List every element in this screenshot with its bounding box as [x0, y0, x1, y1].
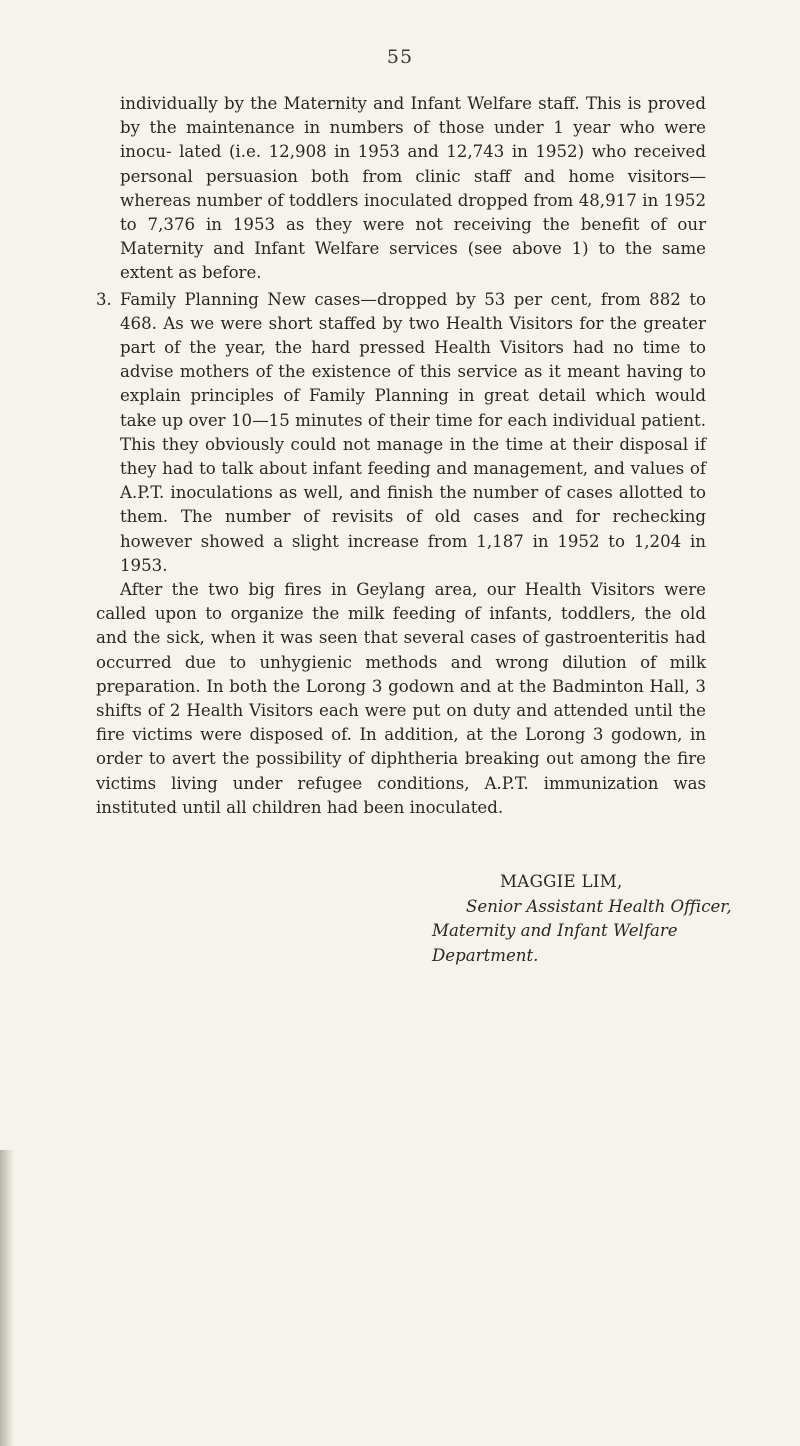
paragraph-family-planning-text: Family Planning New cases—dropped by 53 per cent, from 882 to 468. As we were short staffed by two Health Visitors for the greater part of the year, the hard pressed Health Visitors had no time to advise mothers of the existence of this service as it meant having to explain principles of Family Planning in great detail which would take up over 10—15 minutes of their time for each individual patient. This they obviously could not manage in the time at their disposal if they had to talk about infant feeding and management, and values of A.P.T. inoculations as well, and finish the number of cases allotted to them. The number of revisits of old cases and for rechecking however showed a slight increase from 1,187 in 1952 to 1,204 in 1953. [120, 289, 706, 575]
paragraph-continued: individually by the Maternity and Infant Welfare staff. This is proved by the maintenance in numbers of those under 1 year who were inocu- lated (i.e. 12,908 in 1953 and 12,743 in 1952) who received personal persuasion both from clinic staff and home visitors—whereas number of toddlers inoculated dropped from 48,917 in 1952 to 7,376 in 1953 as they were not receiving the benefit of our Maternity and Infant Welfare services (see above 1) to the same extent as before. [120, 94, 706, 283]
signature-department: Maternity and Infant Welfare Department. [432, 921, 678, 965]
paragraph-fires: After the two big fires in Geylang area, our Health Visitors were called upon to organize the milk feeding of infants, toddlers, the old and the sick, when it was seen that several cases of gastroenteritis had occurred due to unhygienic methods and wrong dilution of milk preparation. In both the Lorong 3 godown and at the Badminton Hall, 3 shifts of 2 Health Visitors each were put on duty and attended until the fire victims were disposed of. In addition, at the Lorong 3 godown, in order to avert the possibility of diphtheria breaking out among the fire victims living under refugee conditions, A.P.T. immunization was instituted until all children had been inoculated. [96, 580, 706, 817]
page-edge-shadow [0, 1150, 14, 1446]
signature-block [432, 870, 772, 968]
page-number: 55 [386, 46, 414, 68]
body-text [96, 92, 706, 820]
paragraph-number: 3. [96, 289, 112, 309]
signature-name: MAGGIE LIM, [500, 872, 623, 891]
paragraph-family-planning [96, 288, 706, 578]
signature-title: Senior Assistant Health Officer, [466, 896, 732, 916]
